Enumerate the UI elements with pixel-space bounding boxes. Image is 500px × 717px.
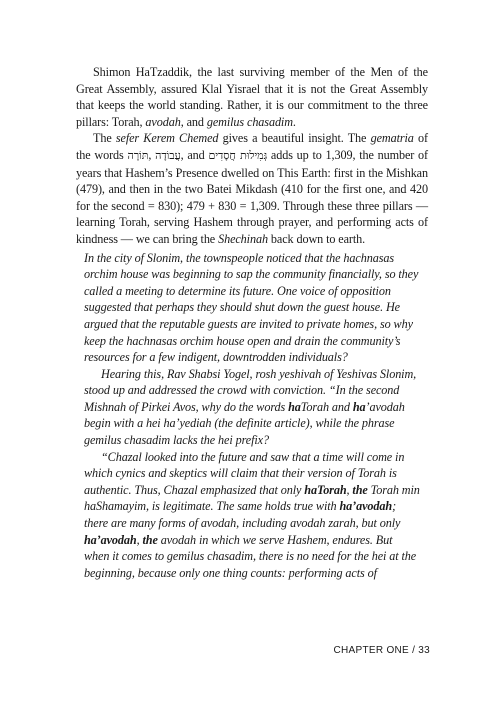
emphasis-word: the (352, 482, 368, 497)
separator-text: , (148, 147, 156, 162)
story-text: ; there are many forms of avodah, including avodah zarah, but only (84, 499, 401, 531)
emphasis-prefix: ha (352, 399, 366, 414)
intro-text: The (93, 131, 116, 146)
story-paragraph-2 (84, 366, 420, 449)
intro-text: adds up to 1,309, the number of years that Hashem’s Presence dwelled on This Earth: first in the Mishkan (479), and then in the two Batei Mikdash (410 for the first one, and 420 for the second = 830); 479 + 830 = 1,309. Through these three pillars — learning Torah, serving Hashem through prayer, and performing acts of kindness — we can bring the (76, 147, 429, 246)
intro-text: gives a beautiful insight. The (218, 131, 371, 146)
conjunction-text: , and (180, 147, 209, 162)
story-text: , (346, 482, 353, 497)
page-body (76, 64, 428, 581)
sefer-title: sefer Kerem Chemed (115, 131, 219, 146)
conjunction-text: , and (180, 114, 207, 129)
hebrew-word-torah: תּוֹרָה (127, 148, 149, 162)
story-paragraph-1: In the city of Slonim, the townspeople noticed that the hachnasas orchim house was beginning to sap the community financially, so they called a meeting to determine its future. One voice of opposition suggested that perhaps they should shut down the guest house. He argued that the reputable guests are invited to private homes, so why keep the hachnasas orchim house open and drain the community’s resources for a few indigent, downtrodden individuals? (84, 250, 419, 365)
hebrew-word-avodah: עֲבוֹדָה (155, 148, 181, 162)
emphasis-word: ha’avodah (84, 532, 137, 547)
intro-paragraph-2 (76, 130, 428, 247)
story-paragraph-3 (84, 449, 420, 582)
emphasis-word: ha’avodah (339, 499, 393, 514)
hebrew-word-gemilus-chasadim: גְּמִילוּת חֲסָדִים (208, 148, 268, 162)
period-text: . (292, 114, 296, 129)
gemilus-chasadim-term: gemilus chasadim (206, 114, 293, 129)
intro-text: back down to earth. (267, 231, 366, 246)
story-text: Hearing this, Rav Shabsi Yogel, rosh yeshivah of Yeshivas Slonim, stood up and addressed the crowd with conviction. “In the second Mishnah of Pirkei Avos, why do the words (84, 366, 417, 414)
emphasis-word: the (142, 532, 158, 547)
intro-text: Shimon HaTzaddik, the last surviving member of the Men of the Great Assembly, assured Klal Yisrael that it is not the Great Assembly that keeps the world standing. Rather, it is our commitment to the three pillars: Torah, (76, 65, 428, 129)
emphasis-prefix: ha (288, 399, 301, 414)
story-text: Torah and (300, 399, 353, 414)
story-text: ’avodah begin with a hei ha’yediah (the definite article), while the phrase gemilus chasadim lacks the hei prefix? (84, 399, 405, 448)
intro-text: of the words (76, 131, 428, 162)
story-text: “Chazal looked into the future and saw that a time will come in which cynics and skeptics will claim that their version of Torah is authentic. Thus, Chazal emphasized that only (84, 449, 405, 497)
story-text: , (136, 532, 143, 547)
gematria-term: gematria (370, 131, 414, 146)
story-text: Torah min haShamayim, is legitimate. The same holds true with (84, 482, 420, 514)
story-block (84, 250, 420, 582)
avodah-term: avodah (145, 114, 181, 129)
story-text: avodah in which we serve Hashem, endures. But when it comes to gemilus chasadim, there is no need for the hei at the beginning, because only one thing counts: performing acts of (84, 532, 417, 580)
page-footer: CHAPTER ONE / 33 (333, 645, 430, 656)
intro-paragraph-1 (76, 64, 428, 130)
emphasis-word: haTorah (304, 482, 347, 497)
shechinah-term: Shechinah (218, 231, 268, 246)
